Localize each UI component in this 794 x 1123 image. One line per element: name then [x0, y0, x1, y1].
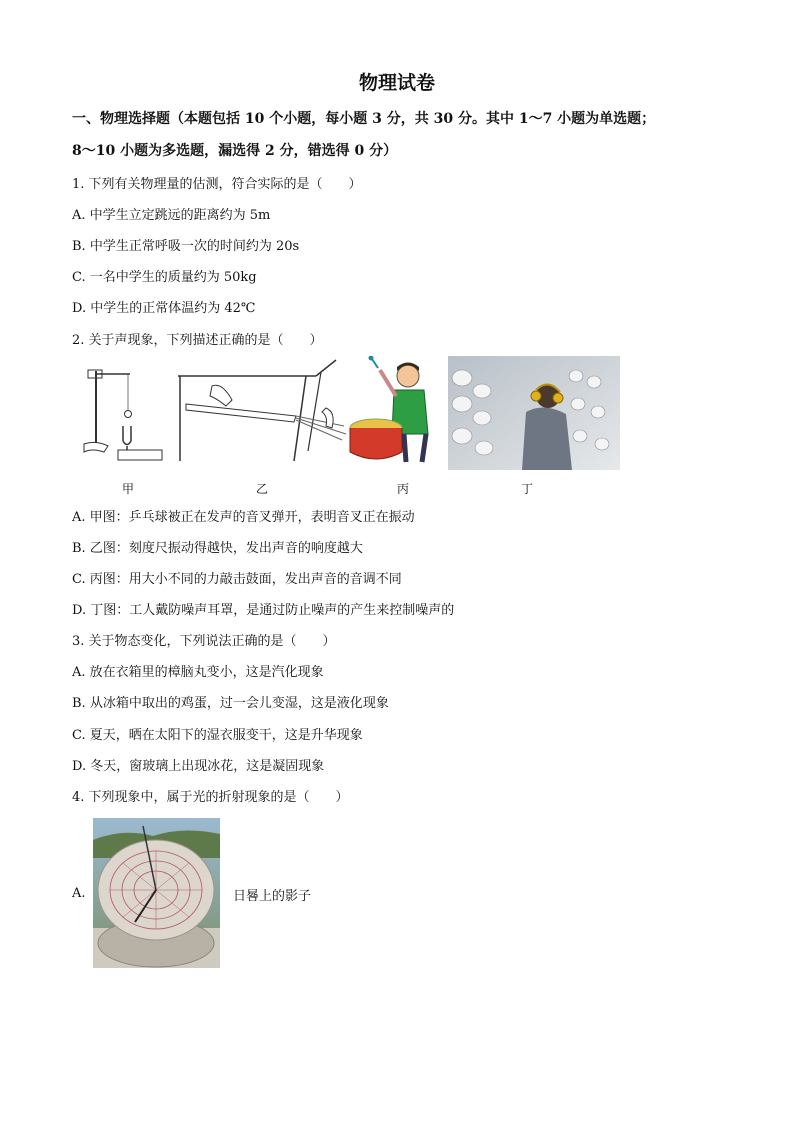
figure-label-ding: 丁	[521, 482, 534, 496]
question-2-option-a: A. 甲图：乒乓球被正在发声的音叉弹开，表明音叉正在振动	[72, 510, 415, 525]
question-4-option-a-caption: 日晷上的影子	[233, 889, 312, 904]
question-1-option-a: A. 中学生立定跳远的距离约为 5m	[72, 208, 271, 223]
section-heading-line1: 一、物理选择题（本题包括 10 个小题，每小题 3 分，共 30 分。其中 1～7 小题为单选题；	[72, 111, 656, 127]
factory-worker-photo	[448, 356, 620, 470]
sundial-photo	[93, 818, 220, 968]
figure-label-yi: 乙	[256, 482, 269, 496]
figure-label-bing: 丙	[397, 482, 410, 496]
question-2-figures	[78, 356, 623, 474]
question-3-option-b: B. 从冰箱中取出的鸡蛋，过一会儿变湿，这是液化现象	[72, 696, 389, 711]
question-2-option-d: D. 丁图：工人戴防噪声耳罩，是通过防止噪声的产生来控制噪声的	[72, 603, 455, 618]
question-4-stem: 4. 下列现象中，属于光的折射现象的是（ ）	[72, 790, 349, 805]
drum-boy-figure	[348, 356, 440, 468]
question-3-option-d: D. 冬天，窗玻璃上出现冰花，这是凝固现象	[72, 759, 325, 774]
question-1-option-b: B. 中学生正常呼吸一次的时间约为 20s	[72, 239, 300, 254]
question-1-option-c: C. 一名中学生的质量约为 50kg	[72, 270, 257, 285]
question-2-option-b: B. 乙图：刻度尺振动得越快，发出声音的响度越大	[72, 541, 363, 556]
figure-label-jia: 甲	[122, 482, 135, 496]
page-title: 物理试卷	[358, 72, 435, 94]
question-3-option-c: C. 夏天，晒在太阳下的湿衣服变干，这是升华现象	[72, 728, 363, 743]
question-2-option-c: C. 丙图：用大小不同的力敲击鼓面，发出声音的音调不同	[72, 572, 402, 587]
question-1-stem: 1. 下列有关物理量的估测，符合实际的是（ ）	[72, 177, 362, 192]
question-3-option-a: A. 放在衣箱里的樟脑丸变小，这是汽化现象	[72, 665, 324, 680]
question-2-stem: 2. 关于声现象，下列描述正确的是（ ）	[72, 333, 323, 348]
question-1-option-d: D. 中学生的正常体温约为 42℃	[72, 301, 256, 316]
section-heading-line2: 8～10 小题为多选题，漏选得 2 分，错选得 0 分）	[72, 143, 398, 159]
question-4-option-a-letter: A.	[72, 886, 86, 901]
question-3-stem: 3. 关于物态变化，下列说法正确的是（ ）	[72, 634, 336, 649]
ruler-figure	[176, 356, 356, 462]
tuning-fork-figure	[78, 356, 168, 462]
